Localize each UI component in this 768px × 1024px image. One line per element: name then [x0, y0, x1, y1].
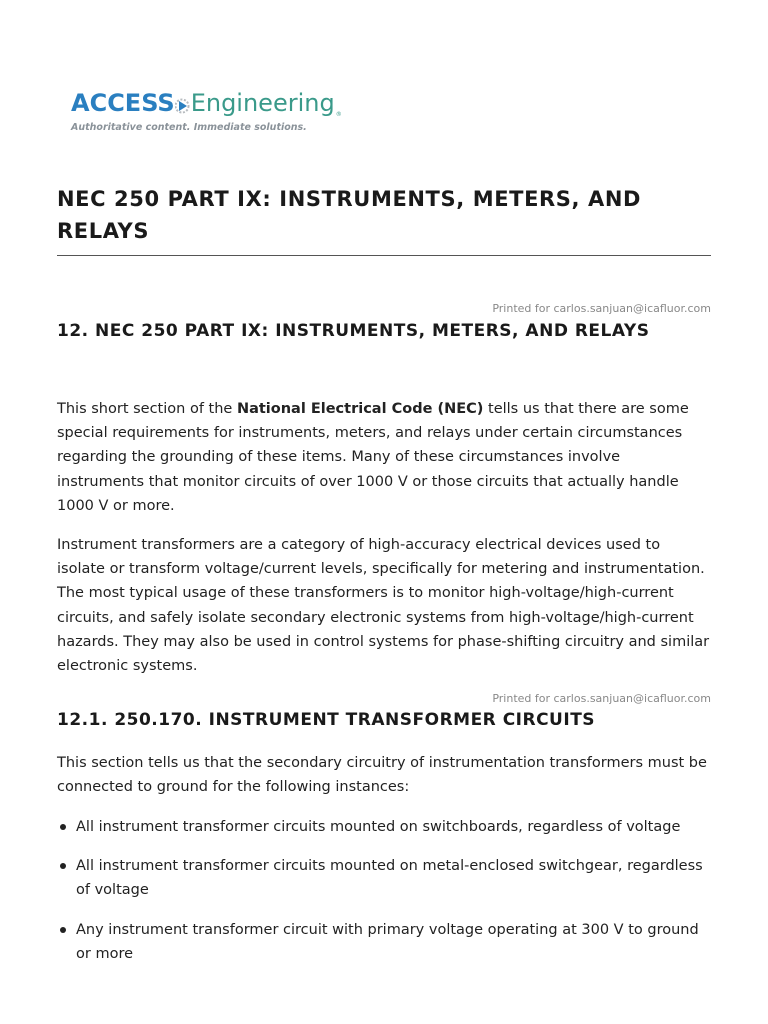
logo-tagline: Authoritative content. Immediate solutions.: [71, 122, 307, 133]
section-12-1-heading: 12.1. 250.170. INSTRUMENT TRANSFORMER CIRCUITS: [57, 710, 596, 730]
title-divider: [57, 255, 711, 256]
bullet-icon: [60, 927, 66, 933]
section-12-paragraph-2: Instrument transformers are a category of high-accuracy electrical devices used to isolate or transform voltage/current levels, specifically for metering and instrumentation. The most typical usage of these transformers is to monitor high-voltage/high-current circuits, and safely isolate secondary electronic systems from high-voltage/high-current hazards. They may also be used in control systems for phase-shifting circuitry and similar electronic systems.: [57, 537, 710, 675]
list-item: [57, 854, 711, 902]
list-item-text: All instrument transformer circuits mounted on switchboards, regardless of voltage: [76, 819, 681, 835]
logo-registered-mark: ®: [335, 111, 342, 118]
paragraph-text: tells us that there are some special requirements for instruments, meters, and relays under certain circumstances regarding the grounding of these items. Many of these circumstances involve instruments that monitor circuits of over 1000 V or those circuits that actually handle 1000 V or more.: [57, 401, 689, 514]
section-12-heading: 12. NEC 250 PART IX: INSTRUMENTS, METERS, AND RELAYS: [57, 321, 650, 341]
logo-access-text: ACCESS: [71, 89, 175, 117]
printed-for-note: Printed for carlos.sanjuan@icafluor.com: [492, 692, 711, 705]
logo-wordmark: [71, 84, 342, 118]
printed-for-note: Printed for carlos.sanjuan@icafluor.com: [492, 302, 711, 315]
logo-engineering-text: Engineering: [190, 89, 335, 117]
document-title: NEC 250 PART IX: INSTRUMENTS, METERS, AND RELAYS: [57, 187, 642, 243]
list-item: [57, 918, 711, 966]
paragraph-text: This short section of the: [57, 401, 237, 417]
access-engineering-logo[interactable]: [71, 84, 371, 140]
bullet-icon: [60, 863, 66, 869]
list-item: [57, 815, 711, 839]
section-12-paragraph-1: [57, 397, 711, 518]
gear-arrow-icon: [175, 88, 191, 118]
bullet-icon: [60, 824, 66, 830]
nec-bold-term: National Electrical Code (NEC): [236, 401, 484, 417]
list-item-text: Any instrument transformer circuit with primary voltage operating at 300 V to ground or more: [76, 921, 699, 962]
requirements-list: [57, 815, 711, 966]
list-item-text: All instrument transformer circuits mounted on metal-enclosed switchgear, regardless of voltage: [76, 858, 703, 899]
section-12-1-intro: This section tells us that the secondary circuitry of instrumentation transformers must be connected to ground for the following instances:: [57, 755, 707, 796]
